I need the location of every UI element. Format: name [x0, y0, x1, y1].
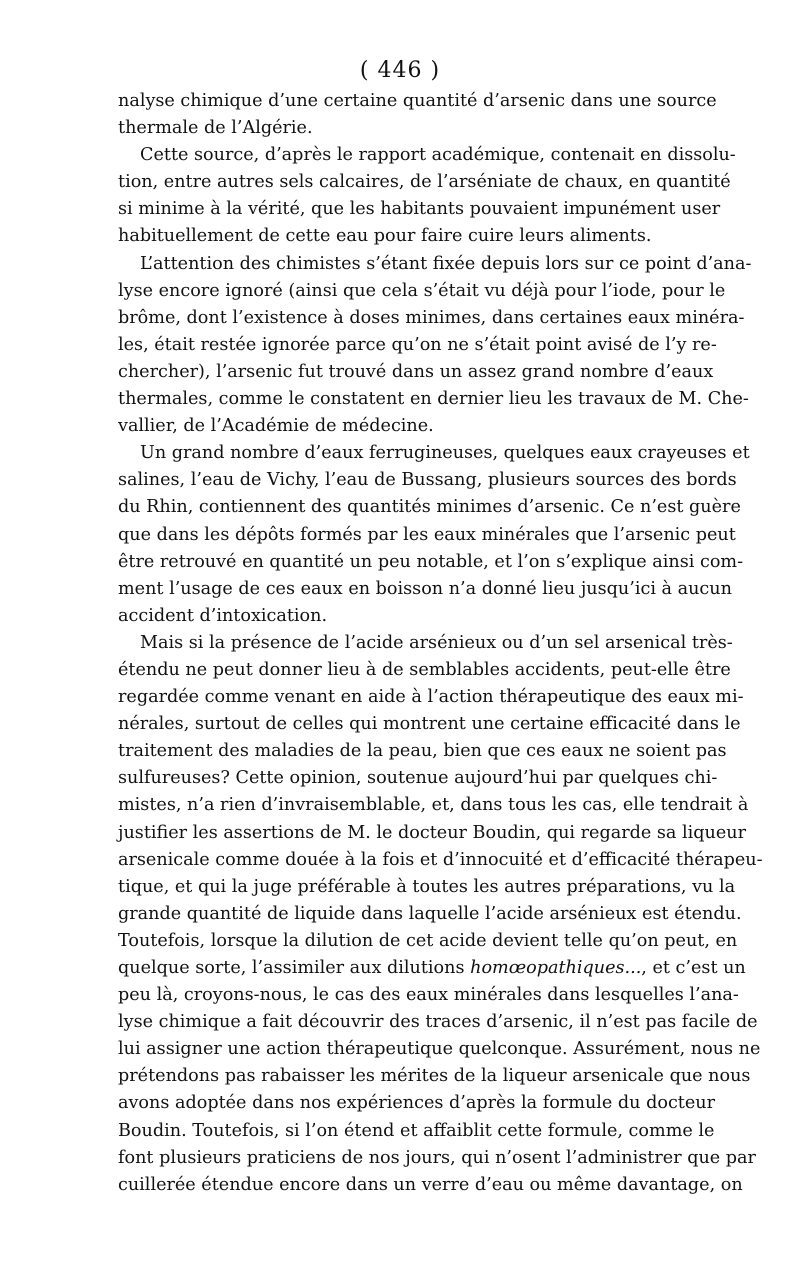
italic-term: homœopathiques... — [470, 958, 642, 978]
text-line: prétendons pas rabaisser les mérites de la liqueur arsenicale que nous — [118, 1066, 751, 1087]
text-line: salines, l’eau de Vichy, l’eau de Bussang, plusieurs sources des bords — [118, 470, 737, 491]
text-line: sulfureuses? Cette opinion, soutenue aujourd’hui par quelques chi- — [118, 768, 718, 789]
text-line: thermales, comme le constatent en dernier lieu les travaux de M. Che- — [118, 389, 749, 410]
text-line: les, était restée ignorée parce qu’on ne s’était point avisé de l’y re- — [118, 334, 717, 355]
text-line: tique, et qui la juge préférable à toutes les autres préparations, vu la — [118, 876, 736, 897]
page-number: ( 446 ) — [359, 58, 441, 83]
text-line: tion, entre autres sels calcaires, de l’arséniate de chaux, en quantité — [118, 172, 731, 193]
text-line: que dans les dépôts formés par les eaux minérales que l’arsenic peut — [118, 524, 736, 545]
text-line: traitement des maladies de la peau, bien que ces eaux ne soient pas — [118, 741, 727, 762]
text-line: Boudin. Toutefois, si l’on étend et affaiblit cette formule, comme le — [118, 1120, 715, 1141]
text-line: Un grand nombre d’eaux ferrugineuses, quelques eaux crayeuses et — [140, 443, 750, 464]
text-line: lyse encore ignoré (ainsi que cela s’était vu déjà pour l’iode, pour le — [118, 280, 726, 301]
text-line: accident d’intoxication. — [118, 605, 328, 626]
text-line: grande quantité de liquide dans laquelle l’acide arsénieux est étendu. — [118, 903, 742, 924]
text-line: mistes, n’a rien d’invraisemblable, et, dans tous les cas, elle tendrait à — [118, 795, 749, 816]
text-line: du Rhin, contiennent des quantités minimes d’arsenic. Ce n’est guère — [118, 497, 741, 518]
text-line: lui assigner une action thérapeutique quelconque. Assurément, nous ne — [118, 1039, 761, 1060]
text-line: Toutefois, lorsque la dilution de cet acide devient telle qu’on peut, en — [118, 930, 738, 951]
text-line: avons adoptée dans nos expériences d’après la formule du docteur — [118, 1093, 716, 1114]
text-line: arsenicale comme douée à la fois et d’innocuité et d’efficacité thérapeu- — [118, 849, 763, 870]
text-line: étendu ne peut donner lieu à de semblables accidents, peut-elle être — [118, 659, 731, 680]
text-line — [118, 955, 746, 982]
text-line: font plusieurs praticiens de nos jours, qui n’osent l’administrer que par — [118, 1147, 756, 1168]
text-segment: quelque sorte, l’assimiler aux dilutions — [118, 958, 471, 978]
text-line: lyse chimique a fait découvrir des traces d’arsenic, il n’est pas facile de — [118, 1012, 758, 1033]
text-line: nalyse chimique d’une certaine quantité d’arsenic dans une source — [118, 91, 717, 111]
text-line: cuillerée étendue encore dans un verre d’eau ou même davantage, on — [118, 1174, 743, 1195]
text-line: Cette source, d’après le rapport académique, contenait en dissolu- — [140, 145, 736, 166]
text-line: Mais si la présence de l’acide arsénieux ou d’un sel arsenical très- — [140, 632, 733, 653]
text-line: ment l’usage de ces eaux en boisson n’a donné lieu jusqu’ici à aucun — [118, 578, 732, 599]
text-line: brôme, dont l’existence à doses minimes, dans certaines eaux minéra- — [118, 307, 745, 328]
text-line: L’attention des chimistes s’étant fixée depuis lors sur ce point d’ana- — [140, 253, 752, 274]
text-line: chercher), l’arsenic fut trouvé dans un assez grand nombre d’eaux — [118, 361, 714, 382]
text-segment: , et c’est un — [641, 958, 746, 978]
text-line: vallier, de l’Académie de médecine. — [118, 416, 434, 437]
text-line: habituellement de cette eau pour faire cuire leurs aliments. — [118, 226, 652, 247]
text-line: si minime à la vérité, que les habitants pouvaient impunément user — [118, 199, 721, 220]
text-line: regardée comme venant en aide à l’action thérapeutique des eaux mi- — [118, 687, 744, 708]
text-line: nérales, surtout de celles qui montrent une certaine efficacité dans le — [118, 714, 741, 735]
text-line: peu là, croyons-nous, le cas des eaux minérales dans lesquelles l’ana- — [118, 985, 739, 1006]
text-line: être retrouvé en quantité un peu notable, et l’on s’explique ainsi com- — [118, 551, 744, 572]
text-line: justifier les assertions de M. le docteur Boudin, qui regarde sa liqueur — [118, 822, 746, 843]
text-line: thermale de l’Algérie. — [118, 118, 313, 139]
body-text — [118, 88, 763, 1199]
